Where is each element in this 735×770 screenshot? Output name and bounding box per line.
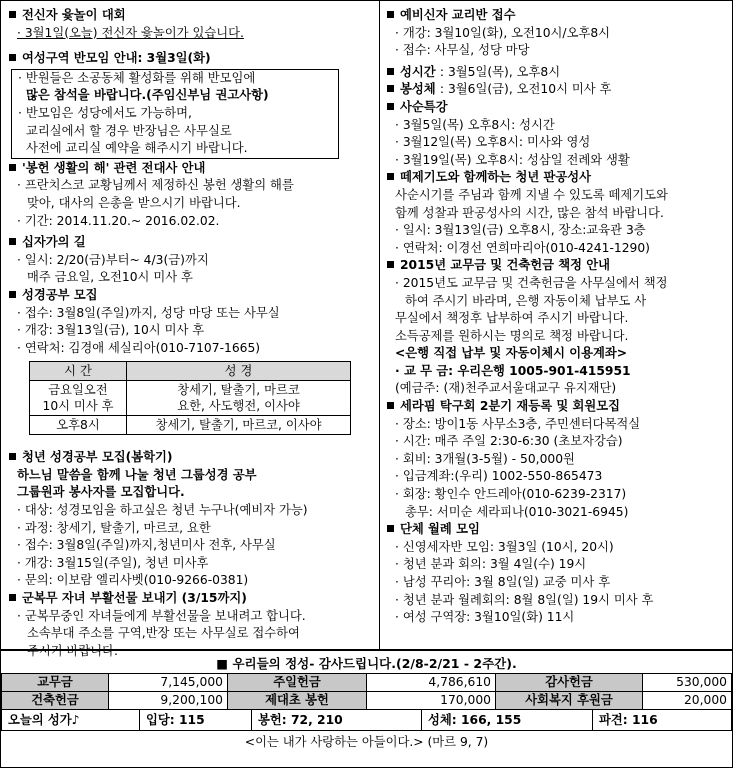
bible-study-schedule-table	[29, 361, 351, 435]
offering-table	[1, 673, 732, 710]
table-row	[30, 381, 351, 416]
table-label-cell: 교무금	[2, 674, 109, 692]
notice-line: · 접수: 3월8일(주일)까지,청년미사 전후, 사무실	[17, 538, 276, 553]
notice-line: · 접수: 사무실, 성당 마당	[395, 43, 530, 58]
section-heading: 여성구역 반모임 안내: 3월3일(화)	[7, 50, 375, 68]
table-header-cell: 시 간	[30, 362, 127, 381]
notice-line: · 3월1일(오늘) 전신자 윷놀이가 있습니다.	[17, 25, 244, 40]
notice-line: · 개강: 3월13일(금), 10시 미사 후	[17, 323, 205, 338]
notice-line: · 청년 분과 회의: 3월 4일(수) 19시	[395, 557, 587, 572]
table-cell: 금요일오전 10시 미사 후	[30, 381, 127, 416]
square-bullet-icon	[387, 11, 394, 18]
section-heading: 사순특강	[385, 99, 730, 117]
table-label-cell: 사회복지 후원금	[496, 692, 643, 710]
table-value-cell: 530,000	[643, 674, 732, 692]
table-label-cell: 감사헌금	[496, 674, 643, 692]
square-bullet-icon	[9, 594, 16, 601]
hymn-offertory: 봉헌: 72, 210	[252, 710, 422, 730]
square-bullet-icon	[9, 164, 16, 171]
offering-title: ■ 우리들의 정성- 감사드립니다.(2/8-2/21 - 2주간).	[216, 656, 517, 671]
notice-box	[11, 69, 339, 159]
notice-line: · 프란치스코 교황님께서 제정하신 봉헌 생활의 해를	[17, 178, 294, 193]
notice-line: · 개강: 3월15일(주일), 청년 미사후	[17, 555, 209, 570]
notice-line: <은행 직접 납부 및 자동이체시 이용계좌>	[395, 346, 628, 361]
notice-line: · 문의: 이보람 엘리사벳(010-9266-0381)	[17, 573, 249, 588]
table-header-cell: 성 경	[127, 362, 351, 381]
notice-line: 하여 주시기 바라며, 은행 자동이체 납부도 사	[405, 293, 647, 308]
right-column	[385, 7, 730, 627]
offering-section	[1, 649, 732, 753]
section-heading: 군복무 자녀 부활선물 보내기 (3/15까지)	[7, 590, 375, 608]
notice-line: 소속부대 주소를 구역,반장 또는 사무실로 접수하여	[27, 626, 300, 641]
notice-line: · 2015년도 교무금 및 건축헌금을 사무실에서 책정	[395, 275, 668, 290]
hymn-stats-row	[1, 710, 732, 731]
table-header-row	[30, 362, 351, 381]
section-heading: 떼제기도와 함께하는 청년 판공성사	[385, 169, 730, 187]
section-heading: 세라핌 탁구회 2분기 재등록 및 회원모집	[385, 398, 730, 416]
notice-line: · 접수: 3월8일(주일)까지, 성당 마당 또는 사무실	[17, 305, 280, 320]
section-heading: 봉성체 : 3월6일(금), 오전10시 미사 후	[385, 81, 730, 99]
notice-line: 총무: 서미순 세라피나(010-3021-6945)	[405, 504, 629, 519]
square-bullet-icon	[9, 291, 16, 298]
square-bullet-icon	[387, 173, 394, 180]
table-cell: 오후8시	[30, 416, 127, 435]
section-heading: 십자가의 길	[7, 234, 375, 252]
notice-line: 사순시기를 주님과 함께 지낼 수 있도록 떼제기도와	[395, 187, 668, 202]
table-cell: 창세기, 탈출기, 마르코, 이사야	[127, 416, 351, 435]
hymn-entrance: 입당: 115	[140, 710, 252, 730]
square-bullet-icon	[387, 402, 394, 409]
section-heading: 청년 성경공부 모집(봄학기)	[7, 449, 375, 467]
notice-line: · 입금계좌:(우리) 1002-550-865473	[395, 469, 603, 484]
notice-line: · 대상: 성경모임을 하고싶은 청년 누구나(예비자 가능)	[17, 503, 308, 518]
notice-line: 소득공제를 원하시는 명의로 책정 바랍니다.	[395, 328, 629, 343]
notice-line: · 시간: 매주 주일 2:30-6:30 (초보자강습)	[395, 434, 623, 449]
section-heading: '봉헌 생활의 해' 관련 전대사 안내	[7, 160, 375, 178]
square-bullet-icon	[9, 11, 16, 18]
table-value-cell: 7,145,000	[109, 674, 228, 692]
section-heading: 2015년 교무금 및 건축헌금 책정 안내	[385, 257, 730, 275]
notice-line: · 과정: 창세기, 탈출기, 마르코, 요한	[17, 520, 211, 535]
notice-line: 무실에서 책정후 납부하여 주시기 바랍니다.	[395, 311, 629, 326]
hymn-label: 오늘의 성가♪	[2, 710, 140, 730]
notice-line: 많은 참석을 바랍니다.(주임신부님 권고사항)	[26, 88, 269, 103]
hymn-dismissal: 파견: 116	[599, 713, 658, 727]
notice-line: 하느님 말씀을 함께 나눌 청년 그룹성경 공부	[17, 467, 257, 482]
hymn-communion: 성체: 166, 155	[422, 710, 593, 730]
table-label-cell: 주일헌금	[228, 674, 367, 692]
notice-line: 그룹원과 봉사자를 모집합니다.	[17, 485, 185, 500]
notice-line: · 개강: 3월10일(화), 오전10시/오후8시	[395, 25, 611, 40]
square-bullet-icon	[9, 238, 16, 245]
notice-line: · 군복무중인 자녀들에게 부활선물을 보내려고 합니다.	[17, 608, 306, 623]
notice-line: · 3월19일(목) 오후8시: 성삼일 전례와 생활	[395, 152, 630, 167]
square-bullet-icon	[387, 85, 394, 92]
notice-line: · 반원들은 소공동체 활성화를 위해 반모임에	[18, 70, 256, 85]
table-label-cell: 제대초 봉헌	[228, 692, 367, 710]
notice-line: · 청년 분과 월례회의: 8월 8일(일) 19시 미사 후	[395, 592, 654, 607]
square-bullet-icon	[387, 261, 394, 268]
notice-line: 매주 금요일, 오전10시 미사 후	[27, 270, 193, 285]
notice-line: 사전에 교리실 예약을 해주시기 바랍니다.	[26, 141, 248, 156]
notice-line: · 기간: 2014.11.20.~ 2016.02.02.	[17, 213, 220, 228]
table-value-cell: 20,000	[643, 692, 732, 710]
notice-line: 맞아, 대사의 은총을 받으시기 바랍니다.	[27, 195, 241, 210]
notice-line: · 3월12일(목) 오후8시: 미사와 영성	[395, 135, 591, 150]
notice-line: · 연락처: 이경선 연희마리아(010-4241-1290)	[395, 240, 650, 255]
table-value-cell: 4,786,610	[367, 674, 496, 692]
notice-line: 교리실에서 할 경우 반장님은 사무실로	[26, 123, 232, 138]
scripture-verse: <이는 내가 사랑하는 아들이다.> (마르 9, 7)	[244, 735, 489, 749]
notice-line: · 남성 꾸리아: 3월 8일(일) 교중 미사 후	[395, 575, 611, 589]
table-row	[2, 674, 732, 692]
section-heading: 전신자 윷놀이 대회	[7, 7, 375, 25]
square-bullet-icon	[387, 103, 394, 110]
table-label-cell: 건축헌금	[2, 692, 109, 710]
square-bullet-icon	[387, 68, 394, 75]
table-cell: 창세기, 탈출기, 마르코 요한, 사도행전, 이사야	[127, 381, 351, 416]
account-line: · 교 무 금: 우리은행 1005-901-415951	[395, 363, 631, 378]
notice-line: · 신영세자반 모임: 3월3일 (10시, 20시)	[395, 539, 614, 554]
notice-line: · 연락처: 김경애 세실리아(010-7107-1665)	[17, 340, 261, 355]
square-bullet-icon	[9, 54, 16, 61]
section-heading: 예비신자 교리반 접수	[385, 7, 730, 25]
notice-line: 함께 성찰과 판공성사의 시간, 많은 참석 바랍니다.	[395, 205, 664, 220]
column-divider	[379, 1, 380, 649]
left-column	[7, 7, 375, 660]
notice-line: · 3월5일(목) 오후8시: 성시간	[395, 117, 555, 132]
table-value-cell: 9,200,100	[109, 692, 228, 710]
notice-line: · 장소: 방이1동 사무소3층, 주민센터다목적실	[395, 416, 641, 431]
square-bullet-icon	[9, 453, 16, 460]
notice-line: 주시기 바랍니다.	[27, 643, 118, 658]
section-heading: 성시간 : 3월5일(목), 오후8시	[385, 64, 730, 82]
notice-line: · 여성 구역장: 3월10일(화) 11시	[395, 610, 575, 625]
notice-line: (예금주: (재)천주교서울대교구 유지재단)	[395, 381, 617, 396]
section-heading: 단체 월례 모임	[385, 521, 730, 539]
notice-line: · 회장: 황인수 안드레아(010-6239-2317)	[395, 487, 627, 502]
table-value-cell: 170,000	[367, 692, 496, 710]
square-bullet-icon	[387, 525, 394, 532]
notice-line: · 일시: 2/20(금)부터~ 4/3(금)까지	[17, 252, 209, 267]
table-row	[30, 416, 351, 435]
notice-line: · 회비: 3개월(3-5월) - 50,000원	[395, 451, 575, 466]
notice-line: · 일시: 3월13일(금) 오후8시, 장소:교육관 3층	[395, 223, 646, 238]
table-row	[2, 692, 732, 710]
notice-line: · 반모임은 성당에서도 가능하며,	[18, 105, 192, 120]
section-heading: 성경공부 모집	[7, 287, 375, 305]
